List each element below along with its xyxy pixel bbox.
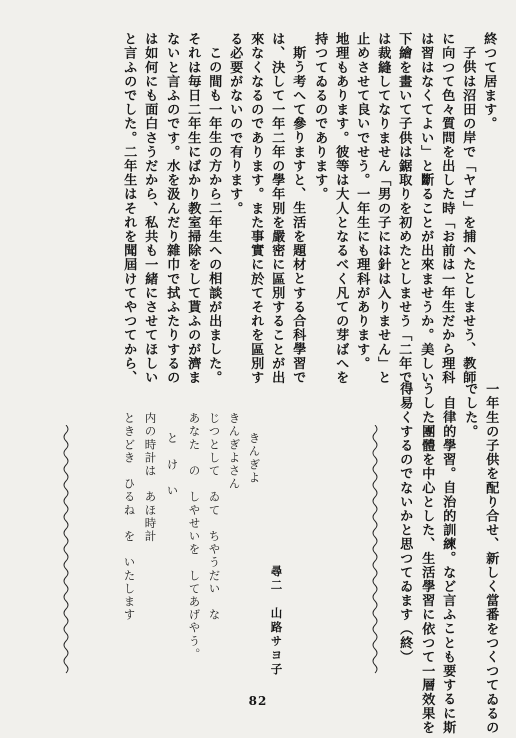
poem-title: と け い <box>165 432 180 498</box>
text-column: は習はなくてよい」と斷ることが出來ませうか。美しい <box>418 32 434 385</box>
poem-line: 内の時計は あほ時計 <box>143 412 158 543</box>
text-column: 子供は沼田の岸で「ヤゴ」を捕へたとしませう、教師 <box>460 46 476 385</box>
text-column: と言ふのでした。二年生はそれを聞屆けてやつてから、 <box>121 32 137 385</box>
poem-author: 尋二 山路サヨ子 <box>269 565 284 677</box>
text-column: うした團體を中心とした、生活學習に依つて一層效果を <box>419 382 435 735</box>
text-column: に向つて色々質問を出した時「お前は一年生だから理科 <box>439 32 455 385</box>
poem-line: きんぎよ <box>247 432 262 485</box>
text-column: この間も一年生の方から二年生への相談が出ました。 <box>206 46 222 385</box>
text-column: る必要がないので有ります。 <box>227 32 243 216</box>
poem-line: あなた の しやせいを してあげやう。 <box>187 412 202 661</box>
text-column: でした。 <box>462 382 478 439</box>
poem-line: ときどき ひるね を いたします <box>122 412 137 622</box>
wavy-divider-right <box>370 425 380 675</box>
text-column: 斯う考へて參りますと、生活を題材とする合科學習で <box>290 46 306 385</box>
text-column: 持つてゐるのであります。 <box>312 32 328 202</box>
poem-line: じつとして ゐて ちやうだい な <box>207 412 222 622</box>
text-column: 來なくなるのであります。また事實に於てそれを區別す <box>248 32 264 385</box>
poem-line: きんぎよさん <box>227 412 242 491</box>
page-number: 82 <box>248 694 268 708</box>
text-column: 得易くするのでないかと思つてゐます（終） <box>397 382 413 664</box>
text-column: 一年生の子供を配り合せ、新しく當番をつくつてゐるの <box>483 382 499 735</box>
text-column: 終つて居ます。 <box>481 32 497 131</box>
text-column: 下繪を畫いて子供は鋸取りを初めたとしませう「二年で <box>396 32 412 385</box>
text-column: は如何にも面白さうだから、私共も一緒にさせてほしい <box>142 32 158 385</box>
text-column: 自律的學習。自治的訓練。など言ふことも要するに斯 <box>440 396 456 735</box>
text-column: は裁縫してなりません「男の子には針は入りません」と <box>375 32 391 385</box>
wavy-divider-left <box>61 425 71 675</box>
text-column: 地理もあります。彼等は大人となるべく凡ての芽ばへを <box>333 32 349 385</box>
text-column: ないと言ふのです。水を汲んだり雜巾で拭ふたりするの <box>164 32 180 385</box>
text-column: は、決して一年二年の學年別を嚴密に區別することが出 <box>269 32 285 385</box>
text-column: それは毎日二年生にばかり教室掃除をして貰ふのが濟ま <box>185 32 201 385</box>
text-column: 止めさせて良いでせう。一年生にも理科があります。 <box>354 32 370 371</box>
